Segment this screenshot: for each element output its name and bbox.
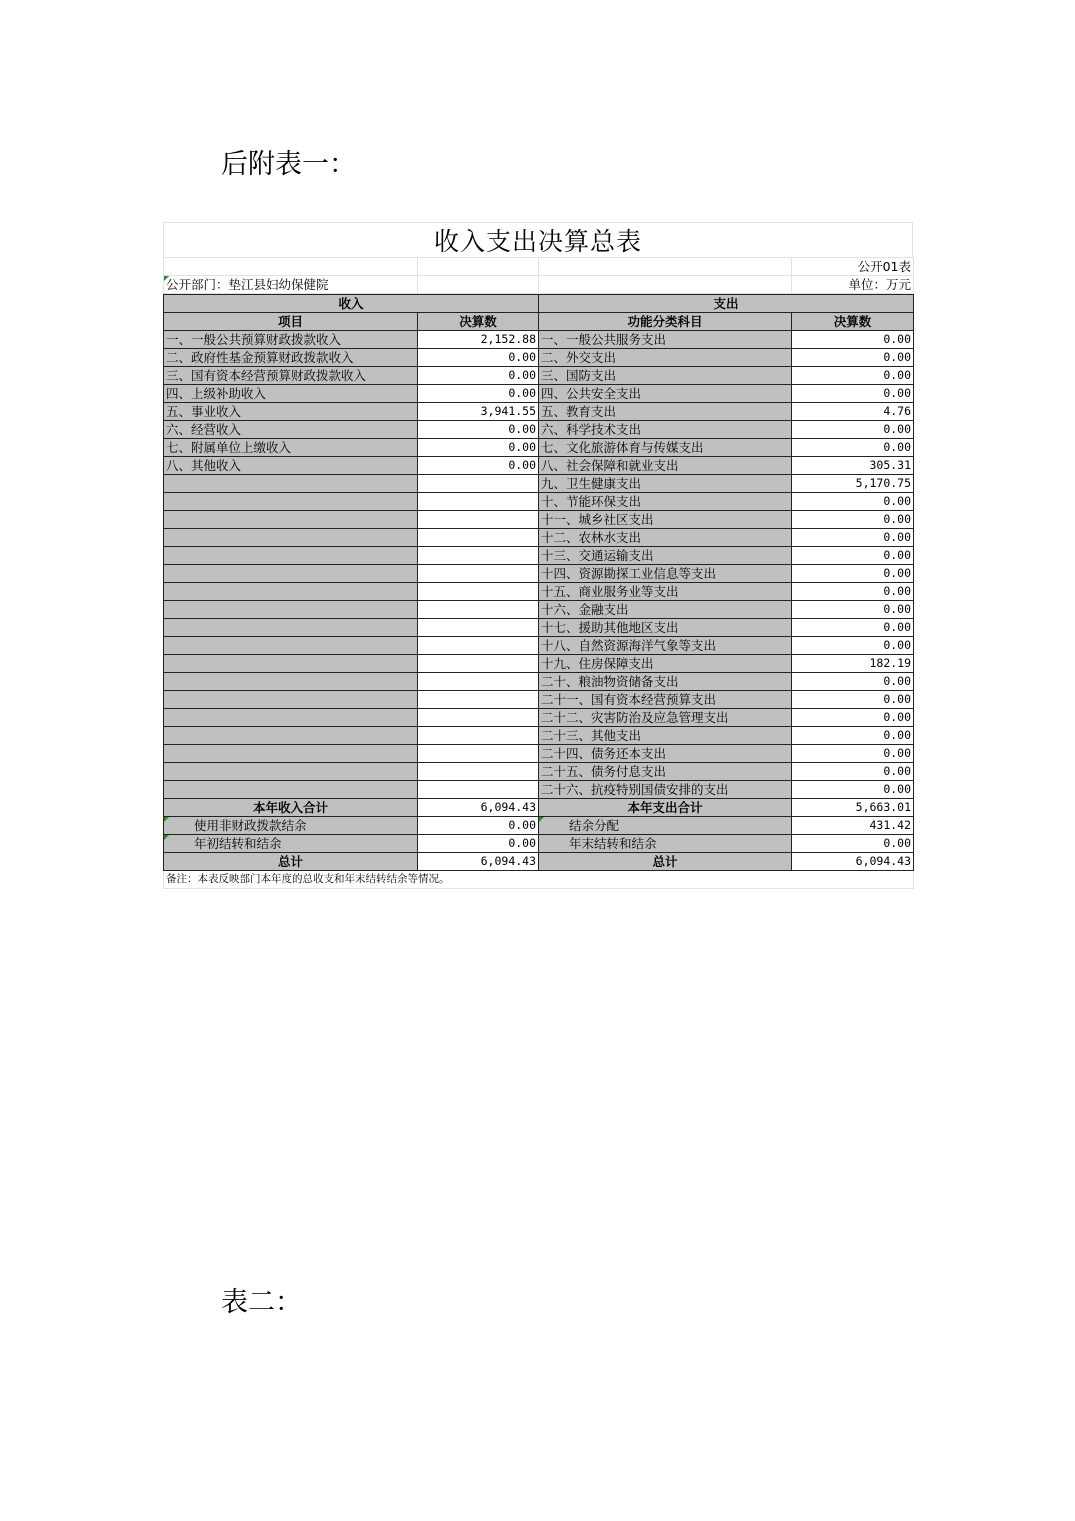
expense-amount: 0.00 bbox=[792, 583, 914, 601]
expense-item: 十、节能环保支出 bbox=[539, 493, 792, 511]
expense-amount: 0.00 bbox=[792, 331, 914, 349]
grand-total-label: 总计 bbox=[164, 853, 418, 871]
income-amount bbox=[418, 673, 539, 691]
grand-total-label-expense: 总计 bbox=[539, 853, 792, 871]
expense-amount: 0.00 bbox=[792, 727, 914, 745]
expense-item: 二十六、抗疫特别国债安排的支出 bbox=[539, 781, 792, 799]
table-row bbox=[164, 727, 914, 745]
income-header: 收入 bbox=[164, 295, 539, 313]
income-item bbox=[164, 655, 418, 673]
expense-item: 一、一般公共服务支出 bbox=[539, 331, 792, 349]
income-item bbox=[164, 637, 418, 655]
expense-amount: 0.00 bbox=[792, 619, 914, 637]
expense-amount: 0.00 bbox=[792, 439, 914, 457]
expense-item: 十二、农林水支出 bbox=[539, 529, 792, 547]
income-item bbox=[164, 745, 418, 763]
expense-item: 二十五、债务付息支出 bbox=[539, 763, 792, 781]
income-amount: 3,941.55 bbox=[418, 403, 539, 421]
income-amount bbox=[418, 727, 539, 745]
income-item bbox=[164, 493, 418, 511]
table-row bbox=[164, 745, 914, 763]
income-amount bbox=[418, 565, 539, 583]
surplus-distribution-label: 结余分配 bbox=[539, 817, 792, 835]
nonfiscal-balance-label: 使用非财政拨款结余 bbox=[164, 817, 418, 835]
income-item bbox=[164, 475, 418, 493]
income-item: 七、附属单位上缴收入 bbox=[164, 439, 418, 457]
expense-item: 九、卫生健康支出 bbox=[539, 475, 792, 493]
expense-item: 十一、城乡社区支出 bbox=[539, 511, 792, 529]
income-item bbox=[164, 583, 418, 601]
income-amount bbox=[418, 691, 539, 709]
income-amount bbox=[418, 583, 539, 601]
expense-amount: 0.00 bbox=[792, 547, 914, 565]
expense-item: 四、公共安全支出 bbox=[539, 385, 792, 403]
surplus-distribution-value: 431.42 bbox=[792, 817, 914, 835]
income-amount: 0.00 bbox=[418, 385, 539, 403]
closing-balance-value: 0.00 bbox=[792, 835, 914, 853]
table-code: 公开01表 bbox=[792, 258, 914, 276]
income-item: 三、国有资本经营预算财政拨款收入 bbox=[164, 367, 418, 385]
expense-item: 二十三、其他支出 bbox=[539, 727, 792, 745]
expense-amount: 5,170.75 bbox=[792, 475, 914, 493]
sheet-meta bbox=[163, 257, 914, 294]
income-amount bbox=[418, 637, 539, 655]
income-item bbox=[164, 511, 418, 529]
total-expense-label: 本年支出合计 bbox=[539, 799, 792, 817]
income-amount: 0.00 bbox=[418, 349, 539, 367]
table-row bbox=[164, 475, 914, 493]
department-label: 公开部门：垫江县妇幼保健院 bbox=[164, 276, 418, 294]
expense-item: 八、社会保障和就业支出 bbox=[539, 457, 792, 475]
income-amount bbox=[418, 529, 539, 547]
income-item bbox=[164, 781, 418, 799]
table-row bbox=[164, 421, 914, 439]
income-amount bbox=[418, 763, 539, 781]
expense-amount: 0.00 bbox=[792, 745, 914, 763]
expense-amount: 0.00 bbox=[792, 367, 914, 385]
income-item: 二、政府性基金预算财政拨款收入 bbox=[164, 349, 418, 367]
expense-amount: 182.19 bbox=[792, 655, 914, 673]
table-row bbox=[164, 349, 914, 367]
table-row bbox=[164, 511, 914, 529]
expense-item: 二、外交支出 bbox=[539, 349, 792, 367]
income-amount: 0.00 bbox=[418, 457, 539, 475]
expense-item: 十九、住房保障支出 bbox=[539, 655, 792, 673]
income-item bbox=[164, 709, 418, 727]
income-amount bbox=[418, 655, 539, 673]
income-amount bbox=[418, 601, 539, 619]
income-amount bbox=[418, 475, 539, 493]
income-amount bbox=[418, 709, 539, 727]
table-row bbox=[164, 655, 914, 673]
nonfiscal-balance-value: 0.00 bbox=[418, 817, 539, 835]
income-item: 五、事业收入 bbox=[164, 403, 418, 421]
income-amount bbox=[418, 745, 539, 763]
income-amount bbox=[418, 511, 539, 529]
expense-amount: 0.00 bbox=[792, 601, 914, 619]
table-row bbox=[164, 457, 914, 475]
income-item bbox=[164, 565, 418, 583]
total-income-label: 本年收入合计 bbox=[164, 799, 418, 817]
income-item: 一、一般公共预算财政拨款收入 bbox=[164, 331, 418, 349]
expense-item: 六、科学技术支出 bbox=[539, 421, 792, 439]
income-item bbox=[164, 673, 418, 691]
grand-total-income: 6,094.43 bbox=[418, 853, 539, 871]
table-row bbox=[164, 601, 914, 619]
income-item bbox=[164, 727, 418, 745]
expense-amount: 0.00 bbox=[792, 349, 914, 367]
expense-amount: 0.00 bbox=[792, 691, 914, 709]
expense-item: 二十、粮油物资储备支出 bbox=[539, 673, 792, 691]
table-row bbox=[164, 673, 914, 691]
grand-total-expense: 6,094.43 bbox=[792, 853, 914, 871]
table-row bbox=[164, 529, 914, 547]
expense-item: 十三、交通运输支出 bbox=[539, 547, 792, 565]
expense-item: 十四、资源勘探工业信息等支出 bbox=[539, 565, 792, 583]
main-table bbox=[163, 294, 914, 889]
attachment-heading-2: 表二： bbox=[221, 1287, 302, 1318]
expense-amount: 0.00 bbox=[792, 511, 914, 529]
table-row bbox=[164, 547, 914, 565]
col-item-header: 项目 bbox=[164, 313, 418, 331]
expense-amount: 0.00 bbox=[792, 637, 914, 655]
table-row bbox=[164, 367, 914, 385]
closing-balance-label: 年末结转和结余 bbox=[539, 835, 792, 853]
expense-amount: 0.00 bbox=[792, 673, 914, 691]
expense-amount: 0.00 bbox=[792, 781, 914, 799]
expense-amount: 4.76 bbox=[792, 403, 914, 421]
table-row bbox=[164, 493, 914, 511]
expense-item: 二十四、债务还本支出 bbox=[539, 745, 792, 763]
table-row bbox=[164, 763, 914, 781]
expense-amount: 0.00 bbox=[792, 763, 914, 781]
income-item bbox=[164, 691, 418, 709]
expense-amount: 305.31 bbox=[792, 457, 914, 475]
expense-item: 七、文化旅游体育与传媒支出 bbox=[539, 439, 792, 457]
col-func-header: 功能分类科目 bbox=[539, 313, 792, 331]
table-row bbox=[164, 637, 914, 655]
attachment-heading-1: 后附表一： bbox=[221, 149, 356, 180]
income-item bbox=[164, 763, 418, 781]
table-row bbox=[164, 583, 914, 601]
table-row bbox=[164, 709, 914, 727]
col-amount-header: 决算数 bbox=[418, 313, 539, 331]
table-row bbox=[164, 331, 914, 349]
unit-label: 单位：万元 bbox=[792, 276, 914, 294]
table-row bbox=[164, 385, 914, 403]
income-amount bbox=[418, 547, 539, 565]
total-income-value: 6,094.43 bbox=[418, 799, 539, 817]
expense-header: 支出 bbox=[539, 295, 914, 313]
table-row bbox=[164, 691, 914, 709]
income-amount: 0.00 bbox=[418, 439, 539, 457]
income-item bbox=[164, 619, 418, 637]
table-row bbox=[164, 565, 914, 583]
income-amount bbox=[418, 781, 539, 799]
expense-item: 十七、援助其他地区支出 bbox=[539, 619, 792, 637]
table-row bbox=[164, 781, 914, 799]
total-expense-value: 5,663.01 bbox=[792, 799, 914, 817]
income-amount: 0.00 bbox=[418, 367, 539, 385]
expense-item: 三、国防支出 bbox=[539, 367, 792, 385]
col-amount2-header: 决算数 bbox=[792, 313, 914, 331]
opening-balance-label: 年初结转和结余 bbox=[164, 835, 418, 853]
income-item: 六、经营收入 bbox=[164, 421, 418, 439]
expense-item: 五、教育支出 bbox=[539, 403, 792, 421]
income-amount bbox=[418, 619, 539, 637]
expense-item: 十六、金融支出 bbox=[539, 601, 792, 619]
income-item bbox=[164, 601, 418, 619]
income-item: 四、上级补助收入 bbox=[164, 385, 418, 403]
sheet-title: 收入支出决算总表 bbox=[163, 222, 913, 257]
expense-item: 二十二、灾害防治及应急管理支出 bbox=[539, 709, 792, 727]
income-amount: 2,152.88 bbox=[418, 331, 539, 349]
income-amount bbox=[418, 493, 539, 511]
expense-item: 十八、自然资源海洋气象等支出 bbox=[539, 637, 792, 655]
income-item bbox=[164, 529, 418, 547]
table-row bbox=[164, 403, 914, 421]
income-amount: 0.00 bbox=[418, 421, 539, 439]
expense-amount: 0.00 bbox=[792, 385, 914, 403]
expense-amount: 0.00 bbox=[792, 709, 914, 727]
expense-amount: 0.00 bbox=[792, 529, 914, 547]
table-row bbox=[164, 619, 914, 637]
table-note: 备注：本表反映部门本年度的总收支和年末结转结余等情况。 bbox=[164, 871, 914, 889]
income-item bbox=[164, 547, 418, 565]
income-expense-sheet bbox=[163, 222, 913, 889]
opening-balance-value: 0.00 bbox=[418, 835, 539, 853]
table-row bbox=[164, 439, 914, 457]
expense-item: 十五、商业服务业等支出 bbox=[539, 583, 792, 601]
expense-amount: 0.00 bbox=[792, 565, 914, 583]
expense-item: 二十一、国有资本经营预算支出 bbox=[539, 691, 792, 709]
income-item: 八、其他收入 bbox=[164, 457, 418, 475]
table-body bbox=[164, 331, 914, 799]
expense-amount: 0.00 bbox=[792, 493, 914, 511]
expense-amount: 0.00 bbox=[792, 421, 914, 439]
